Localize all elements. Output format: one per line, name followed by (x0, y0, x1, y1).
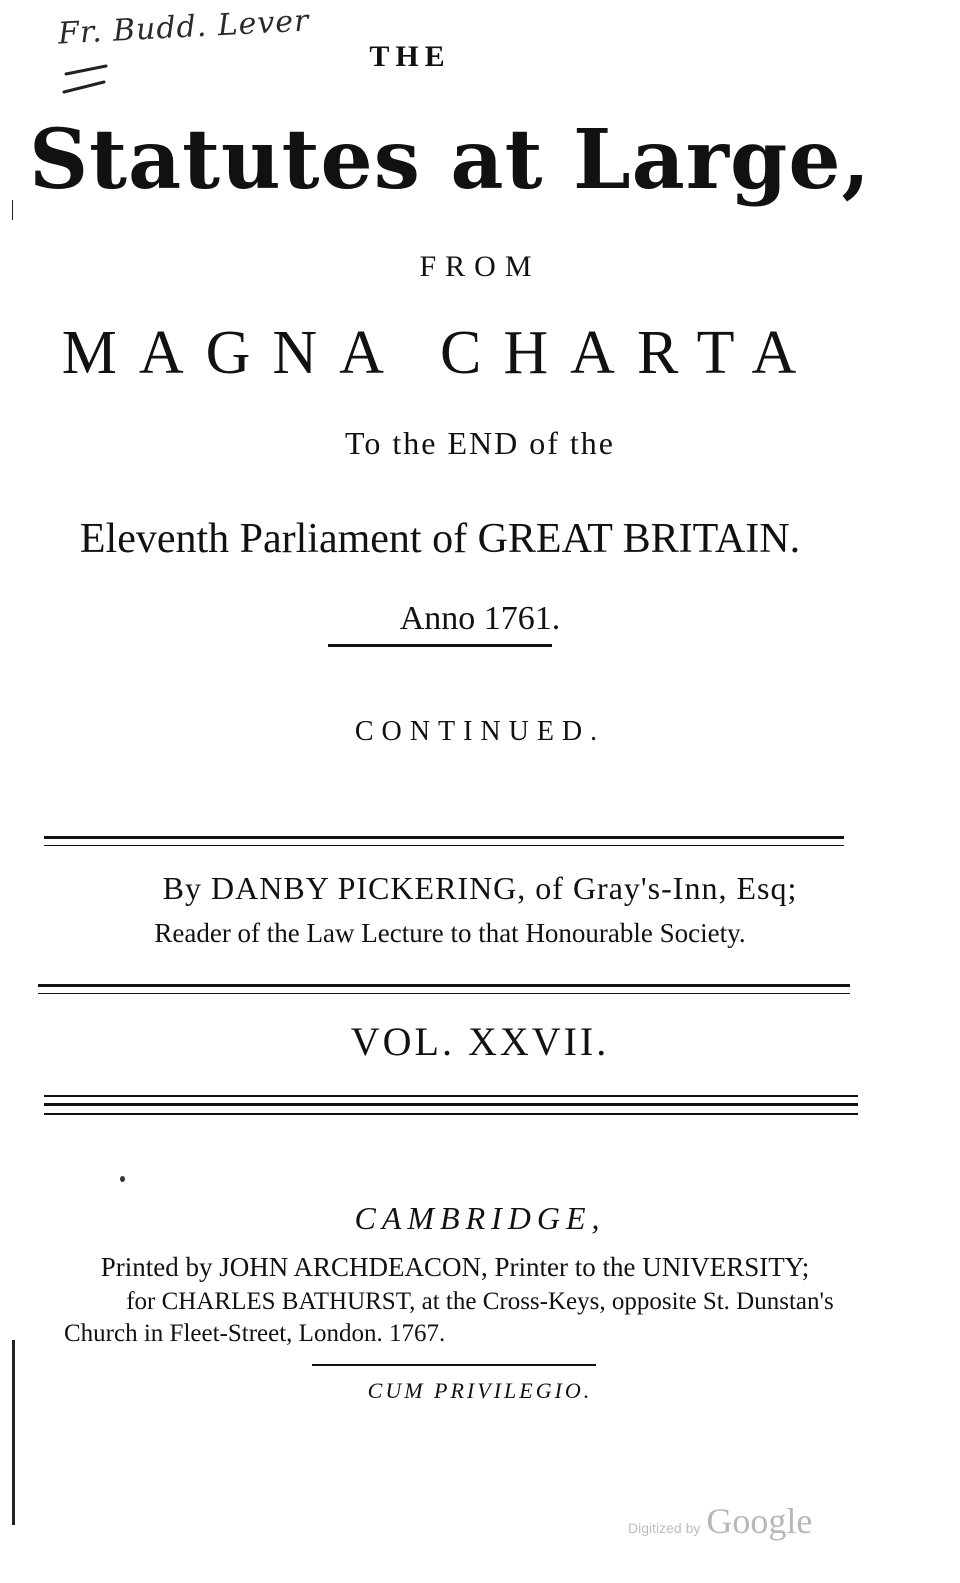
continued-label: CONTINUED. (354, 716, 606, 747)
eleventh-parliament-line: Eleventh Parliament of GREAT BRITAIN. (79, 516, 801, 562)
anno-year: Anno 1761. (399, 600, 561, 637)
double-rule-middle (44, 1103, 858, 1106)
handwritten-underline-mark (62, 62, 112, 96)
address-date-line: Church in Fleet-Street, London. 1767. (64, 1320, 446, 1347)
publisher-line: for CHARLES BATHURST, at the Cross-Keys, opposite St. Dunstan's (126, 1288, 834, 1315)
double-rule-top (44, 1095, 858, 1097)
to-the-end-line: To the END of the (345, 425, 615, 461)
google-watermark (628, 1500, 812, 1542)
volume-number: VOL. XXVII. (350, 1019, 610, 1064)
rule-above-volume-thin (38, 993, 850, 994)
digitized-by-label: Digitized by (628, 1520, 701, 1536)
margin-line-bottom (12, 1340, 15, 1525)
rule-above-privilege (312, 1364, 596, 1366)
imprint-place: CAMBRIDGE, (354, 1200, 606, 1236)
main-title: Statutes at Large, (28, 112, 872, 208)
double-rule-bottom (44, 1113, 858, 1115)
rule-above-author (44, 836, 844, 839)
rule-above-author-thin (44, 845, 844, 846)
magna-charta-heading: MAGNA CHARTA (61, 319, 819, 387)
printed-by-line: Printed by JOHN ARCHDEACON, Printer to the UNIVERSITY; (100, 1252, 810, 1282)
cum-privilegio: CUM PRIVILEGIO. (367, 1378, 593, 1403)
title-the: THE (369, 40, 451, 73)
rule-above-volume (38, 984, 850, 987)
reader-line: Reader of the Law Lecture to that Honourable Society. (154, 918, 746, 948)
handwritten-annotation: Fr. Budd. Lever (57, 3, 311, 52)
author-line: By DANBY PICKERING, of Gray's-Inn, Esq; (162, 870, 798, 906)
google-logo: Google (706, 1501, 813, 1541)
ink-speck (120, 1176, 125, 1182)
from-label: FROM (419, 250, 541, 283)
anno-underline (328, 644, 552, 647)
